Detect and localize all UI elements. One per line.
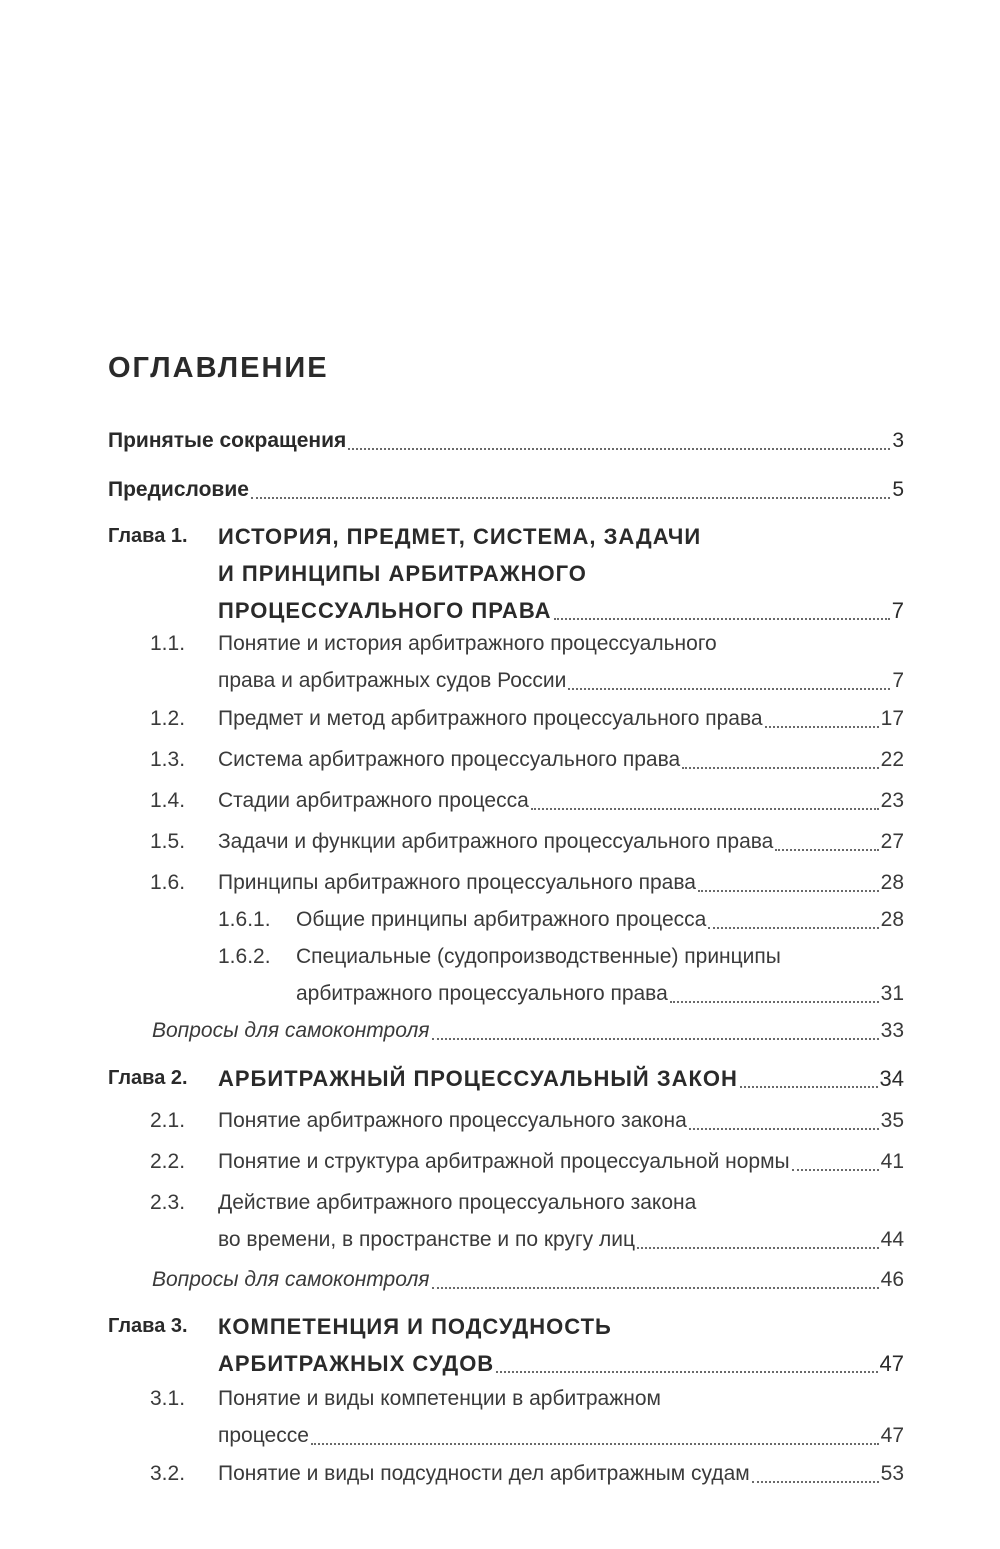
toc-chapter-1[interactable] [108,518,904,629]
toc-section-1-5[interactable] [108,823,904,860]
entry-title-line: АРБИТРАЖНЫХ СУДОВ [218,1351,495,1376]
entry-title: Вопросы для самоконтроля [152,1268,430,1291]
section-number: 1.4. [150,789,186,812]
toc-section-1-2[interactable] [108,700,904,737]
page-number: 7 [892,669,904,692]
section-number: 1.2. [150,707,186,730]
entry-title: Принятые сокращения [108,429,347,452]
toc-section-3-1[interactable] [108,1380,904,1454]
leader-dots [311,1442,879,1445]
toc-entry-preface[interactable] [108,471,904,508]
leader-dots [432,1037,879,1040]
entry-title-line: Понятие и виды компетенции в арбитражном [218,1387,661,1410]
toc-section-1-1[interactable] [108,625,904,699]
leader-dots [752,1480,879,1483]
entry-title-line: Понятие и история арбитражного процессуального [218,632,717,655]
toc-subsection-1-6-1[interactable] [108,901,904,938]
page-number: 47 [880,1424,904,1447]
toc-section-2-2[interactable] [108,1143,904,1180]
leader-dots [531,807,879,810]
entry-title: Вопросы для самоконтроля [152,1019,430,1042]
leader-dots [496,1370,877,1373]
page-number: 17 [880,707,904,730]
section-number: 1.6. [150,871,186,894]
entry-title: Общие принципы арбитражного процесса [296,908,707,931]
entry-title-line: ИСТОРИЯ, ПРЕДМЕТ, СИСТЕМА, ЗАДАЧИ [218,524,702,549]
page-number: 33 [880,1019,904,1042]
section-number: 1.5. [150,830,186,853]
leader-dots [554,617,890,620]
entry-title: Принципы арбитражного процессуального права [218,871,696,894]
leader-dots [708,926,878,929]
page-number: 44 [880,1228,904,1251]
entry-title-line: КОМПЕТЕНЦИЯ И ПОДСУДНОСТЬ [218,1314,612,1339]
subsection-number: 1.6.2. [218,945,271,968]
section-number: 1.1. [150,632,186,655]
leader-dots [568,687,890,690]
entry-title-line: права и арбитражных судов России [218,669,567,692]
entry-title-line: арбитражного процессуального права [296,982,668,1005]
toc-section-2-1[interactable] [108,1102,904,1139]
page-number: 31 [880,982,904,1005]
entry-title: Предмет и метод арбитражного процессуального права [218,707,763,730]
page-number: 7 [891,598,904,623]
entry-title-line: Действие арбитражного процессуального закона [218,1191,697,1214]
page-number: 22 [880,748,904,771]
leader-dots [740,1085,878,1088]
entry-title-line: ПРОЦЕССУАЛЬНОГО ПРАВА [218,598,552,623]
entry-title-line: процессе [218,1424,309,1447]
page-number: 35 [880,1109,904,1132]
toc-chapter-3[interactable] [108,1308,904,1382]
entry-title: Понятие арбитражного процессуального закона [218,1109,687,1132]
leader-dots [698,889,879,892]
page-title: ОГЛАВЛЕНИЕ [108,352,329,384]
toc-section-3-2[interactable] [108,1455,904,1492]
entry-title: Понятие и виды подсудности дел арбитражным судам [218,1462,750,1485]
page-number: 5 [892,478,904,501]
subsection-number: 1.6.1. [218,908,271,931]
entry-title-line: И ПРИНЦИПЫ АРБИТРАЖНОГО [218,561,587,586]
section-number: 1.3. [150,748,186,771]
toc-questions-chapter-2[interactable] [108,1261,904,1298]
entry-title: Предисловие [108,478,249,501]
page-number: 47 [879,1351,904,1376]
leader-dots [775,848,878,851]
leader-dots [251,496,890,499]
section-number: 2.3. [150,1191,186,1214]
toc-entry-abbreviations[interactable] [108,422,904,459]
chapter-number: Глава 1. [108,525,188,547]
page-number: 28 [880,908,904,931]
leader-dots [670,1000,879,1003]
toc-section-2-3[interactable] [108,1184,904,1258]
page-number: 41 [880,1150,904,1173]
entry-title: Стадии арбитражного процесса [218,789,529,812]
page-number: 28 [880,871,904,894]
page-number: 53 [880,1462,904,1485]
toc-subsection-1-6-2[interactable] [108,938,904,1012]
section-number: 2.1. [150,1109,186,1132]
section-number: 3.2. [150,1462,186,1485]
toc-questions-chapter-1[interactable] [108,1012,904,1049]
section-number: 3.1. [150,1387,186,1410]
leader-dots [682,766,878,769]
entry-title: Понятие и структура арбитражной процессуальной нормы [218,1150,790,1173]
page-number: 34 [879,1066,904,1091]
page-number: 46 [880,1268,904,1291]
leader-dots [689,1127,879,1130]
toc-section-1-3[interactable] [108,741,904,778]
page-number: 23 [880,789,904,812]
leader-dots [765,725,879,728]
chapter-number: Глава 3. [108,1315,188,1337]
section-number: 2.2. [150,1150,186,1173]
leader-dots [432,1286,879,1289]
entry-title: АРБИТРАЖНЫЙ ПРОЦЕССУАЛЬНЫЙ ЗАКОН [218,1066,738,1091]
entry-title: Задачи и функции арбитражного процессуального права [218,830,774,853]
chapter-number: Глава 2. [108,1067,188,1089]
leader-dots [792,1168,879,1171]
entry-title-line: Специальные (судопроизводственные) принципы [296,945,781,968]
entry-title-line: во времени, в пространстве и по кругу лиц [218,1228,635,1251]
page-number: 3 [892,429,904,452]
leader-dots [348,447,890,450]
leader-dots [637,1246,879,1249]
entry-title: Система арбитражного процессуального права [218,748,681,771]
toc-chapter-2[interactable] [108,1060,904,1097]
toc-section-1-4[interactable] [108,782,904,819]
toc-section-1-6[interactable] [108,864,904,901]
page-number: 27 [880,830,904,853]
